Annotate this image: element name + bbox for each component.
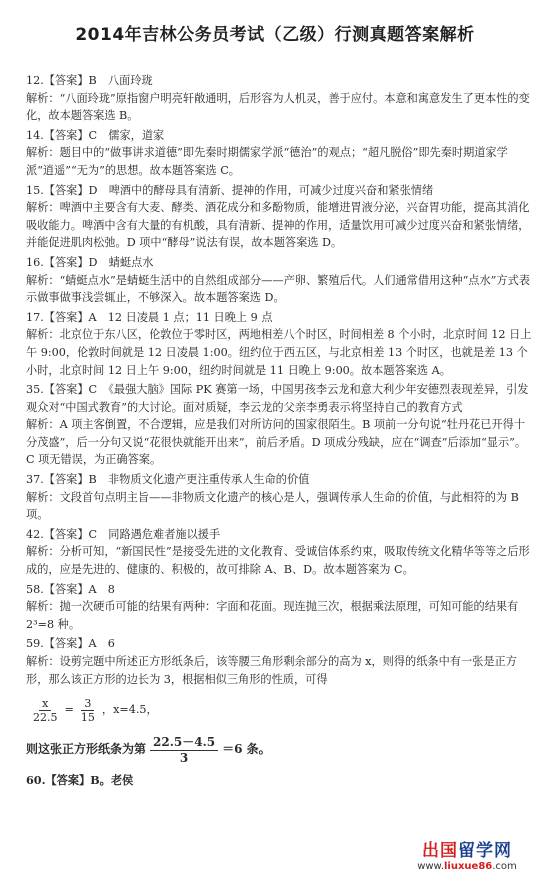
final-prefix: 则这张正方形纸条为第: [26, 742, 147, 757]
final-result-line: [26, 730, 532, 770]
explanation-paragraph: 解析：分析可知，“新国民性”是接受先进的文化教育、受诚信体系约束，吸取传统文化精华等等之后形成的，应是先进的、健康的、积极的，故可排除 A、B、D。故本题答案为 C。: [26, 545, 530, 577]
similar-triangle-formula: [26, 690, 532, 730]
explanation-paragraph: 解析：“蜻蜓点水”是蜻蜓生活中的自然组成部分——产卵、繁殖后代。人们通常借用这种“点水”方式表示做事做事浅尝辄止，不够深入。故本题答案选 D。: [26, 273, 530, 305]
answer-line: 42.【答案】C 同路遇危难者施以援手: [26, 527, 221, 541]
answer-line: 17.【答案】A 12 日凌晨 1 点；11 日晚上 9 点: [26, 310, 273, 324]
watermark-url-part: .com: [492, 861, 517, 872]
watermark-url-part: www.: [417, 861, 444, 872]
fraction-numerator: 3: [81, 697, 94, 711]
fraction-numerator: x: [39, 697, 51, 711]
watermark-url-part: liuxue86: [444, 861, 493, 872]
answer-line: 60.【答案】B。老侯: [26, 773, 134, 788]
explanation-paragraph: 解析：北京位于东八区，伦敦位于零时区，两地相差八个时区，时间相差 8 个小时，北京时间 12 日上午 9:00，伦敦时间就是 12 日凌晨 1:00。纽约位于西五区，与北京相差 13 个时区，也就是差 13 个小时，北京时间 12 日上午 9:00，纽约时间就是 11 日晚上 9:00。故本题答案选 A。: [26, 328, 532, 377]
explanation-paragraph: 解析：“八面玲珑”原指窗户明亮轩敞通明，后形容为人机灵，善于应付。本意和寓意发生了更本性的变化，故本题答案选 B。: [26, 91, 530, 123]
answer-line: 35.【答案】C 《最强大脑》国际 PK 赛第一场，中国男孩李云龙和意大利少年安德烈表现差异，引发观众对“中国式教育”的大讨论。面对质疑，李云龙的父亲李勇表示将坚持自己的教育方式: [26, 383, 529, 414]
answer-line: 16.【答案】D 蜻蜓点水: [26, 255, 154, 269]
explanation-paragraph: 解析：文段首句点明主旨——非物质文化遗产的核心是人，强调传承人生命的价值，与此相符的为 B 项。: [26, 490, 519, 522]
fraction-denominator: 22.5: [33, 710, 58, 724]
equals-sign: =: [64, 703, 74, 717]
fraction-denominator: 15: [80, 710, 95, 724]
site-watermark: [392, 836, 542, 872]
explanation-paragraph: 解析：设剪完题中所述正方形纸条后，该等腰三角形剩余部分的高为 x，则得的纸条中有一张是正方形，那么该正方形的边长为 3，根据相似三角形的性质，可得: [26, 655, 517, 686]
answer-line: 59.【答案】A 6: [26, 637, 115, 651]
explanation-paragraph: 解析：抛一次硬币可能的结果有两种：字面和花面。现连抛三次，根据乘法原理，可知可能的结果有 2³=8 种。: [26, 600, 519, 631]
answer-line: 15.【答案】D 啤酒中的酵母具有清新、提神的作用，可减少过度兴奋和紧张情绪: [26, 183, 434, 197]
watermark-url: [392, 861, 542, 872]
answer-line: 12.【答案】B 八面玲珑: [26, 74, 153, 87]
explanation-paragraph: 解析：A 项主客倒置，不合逻辑，应是我们对所访问的国家很陌生。B 项前一分句说“牡丹花已开得十分茂盛”，后一分句又说“花很快就能开出来”，前后矛盾。D 项成分残缺，应在“调查”后添加“显示”。C 项无错误，为正确答案。: [26, 418, 527, 467]
formula-result: ，x=4.5，: [101, 703, 158, 717]
answer-line: 37.【答案】B 非物质文化遗产更注重传承人生命的价值: [26, 473, 310, 487]
watermark-title-part: 留学网: [458, 841, 512, 861]
document-body: [26, 70, 532, 790]
final-fraction: [150, 735, 218, 766]
fraction-x-over-22-5: [30, 697, 61, 724]
fraction-3-over-15: [78, 697, 98, 724]
page-title: 2014年吉林公务员考试（乙级）行测真题答案解析: [75, 25, 475, 45]
fraction-numerator: 22.5－4.5: [150, 735, 218, 751]
final-suffix: ＝6 条。: [222, 742, 271, 757]
watermark-title-part: 出国: [422, 841, 458, 861]
explanation-paragraph: 解析：题目中的“做事讲求道德”即先秦时期儒家学派“德治”的观点；“超凡脱俗”即先秦时期道家学派“逍遥”“无为”的思想。故本题答案选 C。: [26, 146, 508, 177]
fraction-denominator: 3: [179, 750, 189, 765]
answer-line: 14.【答案】C 儒家，道家: [26, 128, 165, 142]
explanation-paragraph: 解析：啤酒中主要含有大麦、酵类、酒花成分和多酚物质，能增进胃液分泌，兴奋胃功能，提高其消化吸收能力。啤酒中含有大量的有机酸，具有清新、提神的作用，适量饮用可减少过度兴奋和紧张情绪，并能促进肌肉松弛。D 项中“酵母”说法有误，故本题答案选 D。: [26, 201, 530, 250]
answer-line: 58.【答案】A 8: [26, 582, 115, 596]
watermark-title: [392, 836, 542, 861]
